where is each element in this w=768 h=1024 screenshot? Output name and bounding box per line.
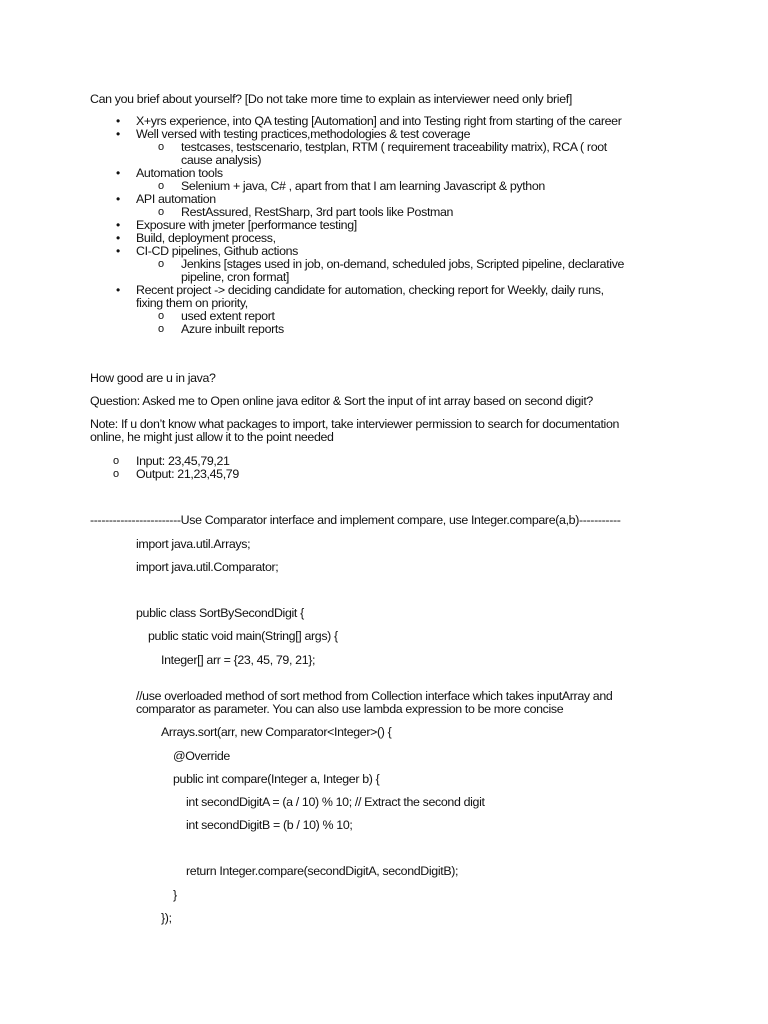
list-item-automation: Automation tools: [136, 166, 223, 180]
sub-item-cicd: Jenkins [stages used in job, on-demand, scheduled jobs, Scripted pipeline, declarative: [181, 257, 625, 271]
code-second-digit-a: int secondDigitA = (a / 10) % 10; // Extract the second digit: [186, 795, 485, 809]
list-item-recent-cont: fixing them on priority,: [136, 296, 248, 310]
coding-question: Question: Asked me to Open online java editor & Sort the input of int array based on second digit?: [90, 394, 593, 408]
sub-bullet-circle: o: [158, 141, 164, 153]
code-close-method: }: [173, 888, 177, 902]
list-item-jmeter: Exposure with jmeter [performance testing]: [136, 218, 357, 232]
code-comment-line-1: //use overloaded method of sort method from Collection interface which takes inputArray and: [136, 689, 613, 703]
sub-item-extent-report: used extent report: [181, 309, 275, 323]
code-sort-call: Arrays.sort(arr, new Comparator<Integer>() {: [161, 725, 392, 739]
list-item-experience: X+yrs experience, into QA testing [Automation] and into Testing right from starting of the career: [136, 114, 622, 128]
output-example: Output: 21,23,45,79: [136, 467, 239, 481]
code-main-declaration: public static void main(String[] args) {: [148, 629, 338, 643]
bullet-dot: •: [116, 283, 120, 297]
code-compare-declaration: public int compare(Integer a, Integer b) {: [173, 772, 380, 786]
sub-item-practices-cont: cause analysis): [181, 153, 262, 167]
bullet-dot: •: [116, 166, 120, 180]
input-example: Input: 23,45,79,21: [136, 454, 230, 468]
sub-bullet-circle: o: [158, 206, 164, 218]
sub-bullet-circle: o: [158, 258, 164, 270]
bullet-dot: •: [116, 244, 120, 258]
list-item-recent: Recent project -> deciding candidate for automation, checking report for Weekly, daily runs,: [136, 283, 604, 297]
sub-item-cicd-cont: pipeline, cron format]: [181, 270, 290, 284]
code-return-statement: return Integer.compare(secondDigitA, secondDigitB);: [186, 864, 459, 878]
note-line-1: Note: If u don’t know what packages to import, take interviewer permission to search for documentation: [90, 417, 620, 431]
code-array-declaration: Integer[] arr = {23, 45, 79, 21};: [161, 653, 316, 667]
code-class-declaration: public class SortBySecondDigit {: [136, 606, 304, 620]
code-close-sort: });: [161, 911, 172, 925]
code-import-arrays: import java.util.Arrays;: [136, 537, 251, 551]
section-divider: ------------------------Use Comparator interface and implement compare, use Integer.compare(a,b)-----------: [90, 513, 621, 527]
sub-bullet-circle: o: [113, 455, 119, 467]
bullet-dot: •: [116, 127, 120, 141]
bullet-dot: •: [116, 114, 120, 128]
code-import-comparator: import java.util.Comparator;: [136, 560, 279, 574]
bullet-dot: •: [116, 231, 120, 245]
sub-bullet-circle: o: [158, 310, 164, 322]
code-second-digit-b: int secondDigitB = (b / 10) % 10;: [186, 818, 353, 832]
bullet-dot: •: [116, 218, 120, 232]
sub-item-practices: testcases, testscenario, testplan, RTM ( requirement traceability matrix), RCA ( root: [181, 140, 607, 154]
sub-item-azure-reports: Azure inbuilt reports: [181, 322, 284, 336]
sub-bullet-circle: o: [113, 468, 119, 480]
list-item-cicd: CI-CD pipelines, Github actions: [136, 244, 299, 258]
sub-item-automation: Selenium + java, C# , apart from that I am learning Javascript & python: [181, 179, 545, 193]
intro-question: Can you brief about yourself? [Do not take more time to explain as interviewer need only brief]: [90, 92, 572, 106]
sub-item-api: RestAssured, RestSharp, 3rd part tools like Postman: [181, 205, 454, 219]
code-override-annotation: @Override: [173, 749, 230, 763]
sub-bullet-circle: o: [158, 323, 164, 335]
list-item-build: Build, deployment process,: [136, 231, 276, 245]
code-comment-line-2: comparator as parameter. You can also use lambda expression to be more concise: [136, 702, 564, 716]
note-line-2: online, he might just allow it to the point needed: [90, 430, 334, 444]
list-item-practices: Well versed with testing practices,methodologies & test coverage: [136, 127, 471, 141]
java-question: How good are u in java?: [90, 371, 216, 385]
bullet-dot: •: [116, 192, 120, 206]
list-item-api: API automation: [136, 192, 216, 206]
sub-bullet-circle: o: [158, 180, 164, 192]
